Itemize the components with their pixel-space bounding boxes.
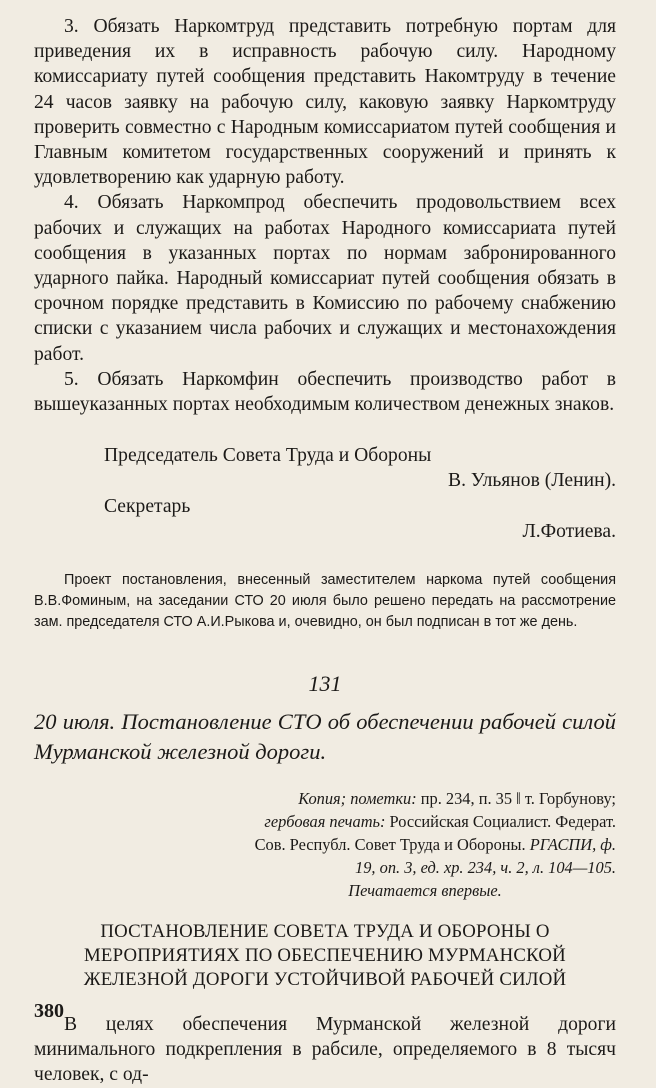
chair-title: Председатель Совета Труда и Обороны <box>104 445 432 467</box>
source-marks: пр. 234, п. 35 ‖ т. Горбунову; <box>416 789 616 809</box>
resolution-points <box>34 14 616 417</box>
intro-section <box>34 1012 616 1088</box>
document-heading: 20 июля. Постановление СТО об обеспечении рабочей силой Мурманской железной дороги. <box>34 709 616 765</box>
paragraph-5: 5. Обязать Наркомфин обеспечить производство работ в вышеуказанных портах необходимым количеством денежных знаков. <box>34 368 616 416</box>
source-seal-text: Российская Социалист. Федерат. Сов. Республ. Совет Труда и Обороны. <box>254 812 616 855</box>
resolution-title: ПОСТАНОВЛЕНИЕ СОВЕТА ТРУДА И ОБОРОНЫ О МЕРОПРИЯТИЯХ ПО ОБЕСПЕЧЕНИЮ МУРМАНСКОЙ ЖЕЛЕЗНОЙ ДОРОГИ УСТОЙЧИВОЙ РАБОЧЕЙ СИЛОЙ <box>83 921 567 991</box>
editorial-note <box>34 570 616 633</box>
secretary-name: Л.Фотиева. <box>522 520 616 542</box>
published-note: Печатается впервые. <box>348 881 502 901</box>
page-number: 380 <box>34 1000 64 1022</box>
source-label-seal: гербовая печать: <box>264 812 386 832</box>
signature-block <box>34 443 616 544</box>
secretary-title: Секретарь <box>104 495 191 517</box>
document-number: 131 <box>308 671 342 697</box>
source-label-copy: Копия; пометки: <box>298 789 417 809</box>
editorial-note-text: Проект постановления, внесенный заместителем наркома путей сообщения В.В.Фоминым, на заседании СТО 20 июля было решено передать на рассмотрение зам. председателя СТО А.И.Рыкова и, очевидно, он был подписан в тот же день. <box>34 572 616 631</box>
paragraph-4: 4. Обязать Наркомпрод обеспечить продовольствием всех рабочих и служащих на работах Народного комиссариата путей сообщения в указанных портах по нормам забронированного ударного пайка. Народный комиссариат путей сообщения обязать в срочном порядке представить в Комиссию по рабочему снабжению списки с указанием числа рабочих и служащих и местонахождения работ. <box>34 192 616 365</box>
paragraph-3: 3. Обязать Наркомтруд представить потребную портам для приведения их в исправность рабочую силу. Народному комиссариату путей сообщения представить Накомтруду в течение 24 часов заявку на рабочую силу, каковую заявку Наркомтруду проверить совместно с Народным комиссариатом путей сообщения и Главным комитетом государственных сооружений и принять к удовлетворению как ударную работу. <box>34 16 616 189</box>
source-reference <box>34 787 616 902</box>
intro-paragraph: В целях обеспечения Мурманской железной дороги минимального подкрепления в рабсиле, определяемого в 8 тысяч человек, с од- <box>34 1014 616 1086</box>
chair-name: В. Ульянов (Ленин). <box>448 470 616 492</box>
source-archive: РГАСПИ, ф. 19, оп. 3, ед. хр. 234, ч. 2, л. 104—105. <box>355 835 616 878</box>
